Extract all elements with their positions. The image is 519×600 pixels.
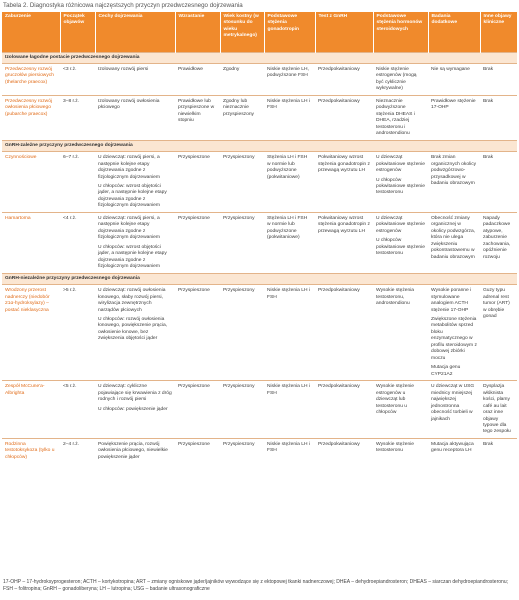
disorder-name-cell <box>2 381 60 439</box>
table-header-row <box>2 12 517 52</box>
table-cell <box>373 63 428 95</box>
cell-text: >5 r.ż. <box>63 288 77 294</box>
table-cell <box>373 212 428 273</box>
cell-text: Niskie stężenia LH i FSH <box>267 384 310 396</box>
table-cell <box>175 63 220 95</box>
cell-text: Niskie stężenia LH i FSH <box>267 98 310 111</box>
table-cell <box>95 381 175 439</box>
cell-text: Przyspieszone <box>178 215 210 221</box>
section-title: Izolowane łagodne postacie przedwczesnego dojrzewania <box>2 52 517 63</box>
table-cell <box>315 152 373 213</box>
table-cell <box>428 438 480 463</box>
disorder-name-cell <box>2 95 60 140</box>
cell-text: Guzy typu adrenal rest tumor (ART) w obrębie gonad <box>483 288 510 319</box>
cell-text: Nieznacznie podwyższone stężenia DHEAS i DHEA, rzadziej testosteronu i androstendionu <box>376 98 415 137</box>
table-cell <box>264 285 315 381</box>
cell-text: Brak zmian organicznych okolicy podwzgórzowo-przysadkowej w badaniu obrazowym <box>431 155 477 186</box>
table-cell <box>264 95 315 140</box>
table-body <box>2 52 517 463</box>
cell-text: U dziewcząt pokwitaniowe stężenie estrogenów <box>376 155 425 174</box>
table-cell <box>315 438 373 463</box>
cell-text: Przedwczesny rozwój gruczołów piersiowych (thelarche praecox) <box>5 66 54 85</box>
cell-text: Przedpokwitaniowy <box>318 384 360 390</box>
cell-text: Pokwitaniowy wzrost stężenia gonadotropin z przewagą wyrzutu LH <box>318 215 370 234</box>
cell-text: Przyspieszone <box>178 384 210 390</box>
table-cell <box>264 212 315 273</box>
table-cell <box>373 95 428 140</box>
table-cell <box>373 285 428 381</box>
table-cell <box>95 285 175 381</box>
cell-text: Brak <box>483 66 494 72</box>
table-cell <box>175 95 220 140</box>
cell-text: Napady padaczkowe atypowe, zaburzenie zachowania, opóźnienie rozwoju <box>483 215 511 260</box>
cell-text: Rodzinna testotoksykoza (tylko u chłopców) <box>5 441 55 460</box>
cell-text: Przyspieszony <box>223 215 255 221</box>
table-cell <box>175 438 220 463</box>
disorder-name-cell <box>2 285 60 381</box>
table-cell <box>220 152 264 213</box>
table-row <box>2 95 517 140</box>
column-header: Badania dodatkowe <box>428 12 480 52</box>
cell-text: Izolowany rozwój owłosienia płciowego <box>98 98 160 111</box>
cell-text: Brak <box>483 98 494 104</box>
table-cell <box>264 438 315 463</box>
cell-text: U dziewcząt: rozwój piersi, a następnie kolejne etapy dojrzewania zgodne z fizjologicznym dojrzewaniem <box>98 215 160 241</box>
disorder-name-cell <box>2 63 60 95</box>
cell-text: Przyspieszone <box>178 441 210 447</box>
table-cell <box>60 63 95 95</box>
table-caption: Tabela 2. Diagnostyka różnicowa najczęstszych przyczyn przedwczesnego dojrzewania <box>3 2 243 9</box>
cell-text: U dziewcząt pokwitaniowe stężenie estrogenów <box>376 215 425 234</box>
cell-text: Niskie stężenia LH i FSH <box>267 288 310 300</box>
cell-text: U dziewcząt: cykliczne pojawiające się krwawienia z dróg rodnych i rozwój piersi <box>98 384 172 403</box>
column-header: Test z GnRH <box>315 12 373 52</box>
cell-text: Czynnościowe <box>5 155 37 161</box>
table-cell <box>480 381 517 439</box>
table-cell <box>220 381 264 439</box>
table-cell <box>428 95 480 140</box>
table-cell <box>60 285 95 381</box>
table-cell <box>315 63 373 95</box>
table-row <box>2 438 517 463</box>
table-cell <box>60 381 95 439</box>
column-header: Podstawowe stężenia gonadotropin <box>264 12 315 52</box>
cell-text: Mutacja aktywująca genu receptora LH <box>431 441 474 454</box>
table-cell <box>175 381 220 439</box>
table-cell <box>480 438 517 463</box>
cell-text: U chłopców: wzrost objętości jąder, a następnie kolejne etapy dojrzewania zgodne z fizjologicznym dojrzewaniem <box>98 244 167 270</box>
cell-text: Przyspieszony <box>223 441 255 447</box>
column-header: Inne objawy kliniczne <box>480 12 517 52</box>
cell-text: Stężenia LH i FSH w normie lub podwyższone (pokwitaniowe) <box>267 155 308 180</box>
cell-text: U chłopców: wzrost objętości jąder, a następnie kolejne etapy dojrzewania zgodne z fizjologicznym dojrzewaniem <box>98 184 167 209</box>
table-cell <box>480 95 517 140</box>
table-cell <box>428 63 480 95</box>
section-title: GnRH-zależne przyczyny przedwczesnego dojrzewania <box>2 140 517 151</box>
section-title: GnRH-niezależne przyczyny przedwczesnego dojrzewania <box>2 273 517 284</box>
cell-text: Zwiększone stężenia metabolitów sprzed bloku enzymatycznego w profilu steroidowym z dobowej zbiórki moczu <box>431 316 477 361</box>
table-row <box>2 381 517 439</box>
cell-text: <5 r.ż. <box>63 384 77 390</box>
table-cell <box>220 285 264 381</box>
cell-text: Przedpokwitaniowy <box>318 288 360 294</box>
table-cell <box>264 152 315 213</box>
table-cell <box>373 381 428 439</box>
table-cell <box>60 212 95 273</box>
table-cell <box>95 63 175 95</box>
cell-text: U chłopców pokwitaniowe stężenie testosteronu <box>376 238 425 257</box>
cell-text: Niskie stężenie estrogenów (mogą być cyklicznie wykrywalne) <box>376 66 417 92</box>
table-cell <box>373 152 428 213</box>
table-cell <box>95 212 175 273</box>
table-cell <box>264 381 315 439</box>
cell-text: Dysplazja włóknista kości, plamy café au lait oraz inne objawy typowe dla tego zespołu <box>483 384 511 435</box>
cell-text: Przyspieszone <box>178 155 210 161</box>
cell-text: Brak <box>483 441 494 447</box>
table-cell <box>428 381 480 439</box>
cell-text: Prawidłowe lub przyspieszone w niewielkim stopniu <box>178 98 215 124</box>
column-header: Wiek kostny (w stosunku do wieku metrykalnego) <box>220 12 264 52</box>
cell-text: U chłopców: powiększenie jąder <box>98 406 168 412</box>
table-cell <box>175 152 220 213</box>
cell-text: Wrodzony przerost nadnerczy (niedobór 21α-hydroksylazy) – postać nieklasyczna <box>5 288 50 313</box>
column-header: Zaburzenie <box>2 12 60 52</box>
cell-text: Wysokie stężenie testosteronu <box>376 441 415 454</box>
cell-text: Nie są wymagane <box>431 66 470 72</box>
section-header-row <box>2 52 517 63</box>
cell-text: Zespół McCune'a-Albrighta <box>5 384 45 396</box>
cell-text: Zgodny <box>223 66 240 72</box>
cell-text: Przedpokwitaniowy <box>318 66 360 72</box>
cell-text: Pokwitaniowy wzrost stężenia gonadotropin z przewagą wyrzutu LH <box>318 155 370 174</box>
table-cell <box>373 438 428 463</box>
cell-text: Powiększenie prącia, rozwój owłosienia płciowego, niewielkie powiększenie jąder <box>98 441 168 460</box>
cell-text: <4 r.ż. <box>63 215 77 221</box>
cell-text: Izolowany rozwój piersi <box>98 66 149 72</box>
table-cell <box>220 63 264 95</box>
table-cell <box>480 285 517 381</box>
cell-text: Niskie stężenie LH, podwyższone FSH <box>267 66 309 79</box>
table-cell <box>480 212 517 273</box>
cell-text: 6–7 r.ż. <box>63 155 80 161</box>
cell-text: Przedpokwitaniowy <box>318 441 360 447</box>
cell-text: Brak <box>483 155 494 161</box>
cell-text: 2–4 r.ż. <box>63 441 80 447</box>
table-cell <box>220 438 264 463</box>
cell-text: Hamartoma <box>5 215 31 221</box>
cell-text: U dziewcząt: rozwój piersi, a następnie kolejne etapy dojrzewania zgodne z fizjologicznym dojrzewaniem <box>98 155 160 180</box>
table-cell <box>60 152 95 213</box>
cell-text: Wysokie stężenie estrogenów u dziewcząt lub testosteronu u chłopców <box>376 384 415 416</box>
table-cell <box>60 95 95 140</box>
column-header: Początek objawów <box>60 12 95 52</box>
cell-text: Przyspieszony <box>223 155 255 161</box>
cell-text: Wysokie poranne i stymulowane analogiem ACTH stężenie 17-OHP <box>431 288 472 313</box>
cell-text: U chłopców pokwitaniowe stężenie testosteronu <box>376 177 425 196</box>
table-row <box>2 212 517 273</box>
disorder-name-cell <box>2 438 60 463</box>
table-cell <box>428 152 480 213</box>
cell-text: Stężenia LH i FSH w normie lub podwyższone (pokwitaniowe) <box>267 215 308 241</box>
disorder-name-cell <box>2 212 60 273</box>
table-cell <box>175 285 220 381</box>
disorder-name-cell <box>2 152 60 213</box>
column-header: Podstawowe stężenia hormonów steroidowych <box>373 12 428 52</box>
table-cell <box>428 285 480 381</box>
table-cell <box>315 95 373 140</box>
cell-text: Niskie stężenia LH i FSH <box>267 441 310 454</box>
cell-text: Przedwczesny rozwój owłosienia płciowego (pubarche praecox) <box>5 98 53 117</box>
table-cell <box>264 63 315 95</box>
differential-diagnosis-table <box>2 12 518 463</box>
cell-text: Prawidłowe <box>178 66 204 72</box>
cell-text: U chłopców: rozwój owłosienia łonowego, powiększenie prącia, owłosienie łonowe, bez zwiększenia objętości jąder <box>98 316 168 342</box>
cell-text: U dziewcząt w USG miednicy mniejszej największej jednostronna obecność torbieli w jajnikach <box>431 384 475 422</box>
cell-text: Mutacja genu CYP21A2 <box>431 365 461 377</box>
cell-text: Przyspieszony <box>223 288 255 294</box>
cell-text: Prawidłowe stężenie 17-OHP <box>431 98 476 111</box>
table-cell <box>315 381 373 439</box>
table-cell <box>60 438 95 463</box>
table-row <box>2 63 517 95</box>
table-cell <box>175 212 220 273</box>
cell-text: Zgodny lub nieznacznie przyspieszony <box>223 98 254 117</box>
cell-text: 3–8 r.ż. <box>63 98 80 104</box>
column-header: Cechy dojrzewania <box>95 12 175 52</box>
table-cell <box>480 63 517 95</box>
table-cell <box>95 152 175 213</box>
cell-text: U dziewcząt: rozwój owłosienia łonowego, słaby rozwój piersi, wirylizacja zewnętrznych narządów płciowych <box>98 288 166 313</box>
table-cell <box>220 212 264 273</box>
table-row <box>2 285 517 381</box>
table-cell <box>220 95 264 140</box>
table-cell <box>428 212 480 273</box>
cell-text: Przyspieszone <box>178 288 210 294</box>
section-header-row <box>2 273 517 284</box>
cell-text: Przedpokwitaniowy <box>318 98 360 104</box>
cell-text: Przyspieszony <box>223 384 255 390</box>
table-cell <box>315 212 373 273</box>
table-row <box>2 152 517 213</box>
cell-text: Obecność zmiany organicznej w okolicy podwzgórza, która nie ulega zwiększeniu pokontrastowemu w badaniu obrazowym <box>431 215 476 260</box>
table-cell <box>95 95 175 140</box>
table-footnote: 17-OHP – 17-hydroksyprogesteron; ACTH – kortykotropina; ART – zmiany ogniskowe jąder/jajników wywodzące się z ektopowej tkanki nadnerczowej; DHEA – dehydroepiandrosteron; DHEAS – siarczan dehydroepiandrosteronu; FSH – folitropina; GnRH – gonadoliberyna; LH – lutropina; USG – badanie ultrasonograficzne <box>3 579 508 592</box>
table-cell <box>315 285 373 381</box>
cell-text: <3 r.ż. <box>63 66 77 72</box>
table-cell <box>95 438 175 463</box>
section-header-row <box>2 140 517 151</box>
cell-text: Wysokie stężenia testosteronu, androstendionu <box>376 288 415 307</box>
table-cell <box>480 152 517 213</box>
column-header: Wzrastanie <box>175 12 220 52</box>
